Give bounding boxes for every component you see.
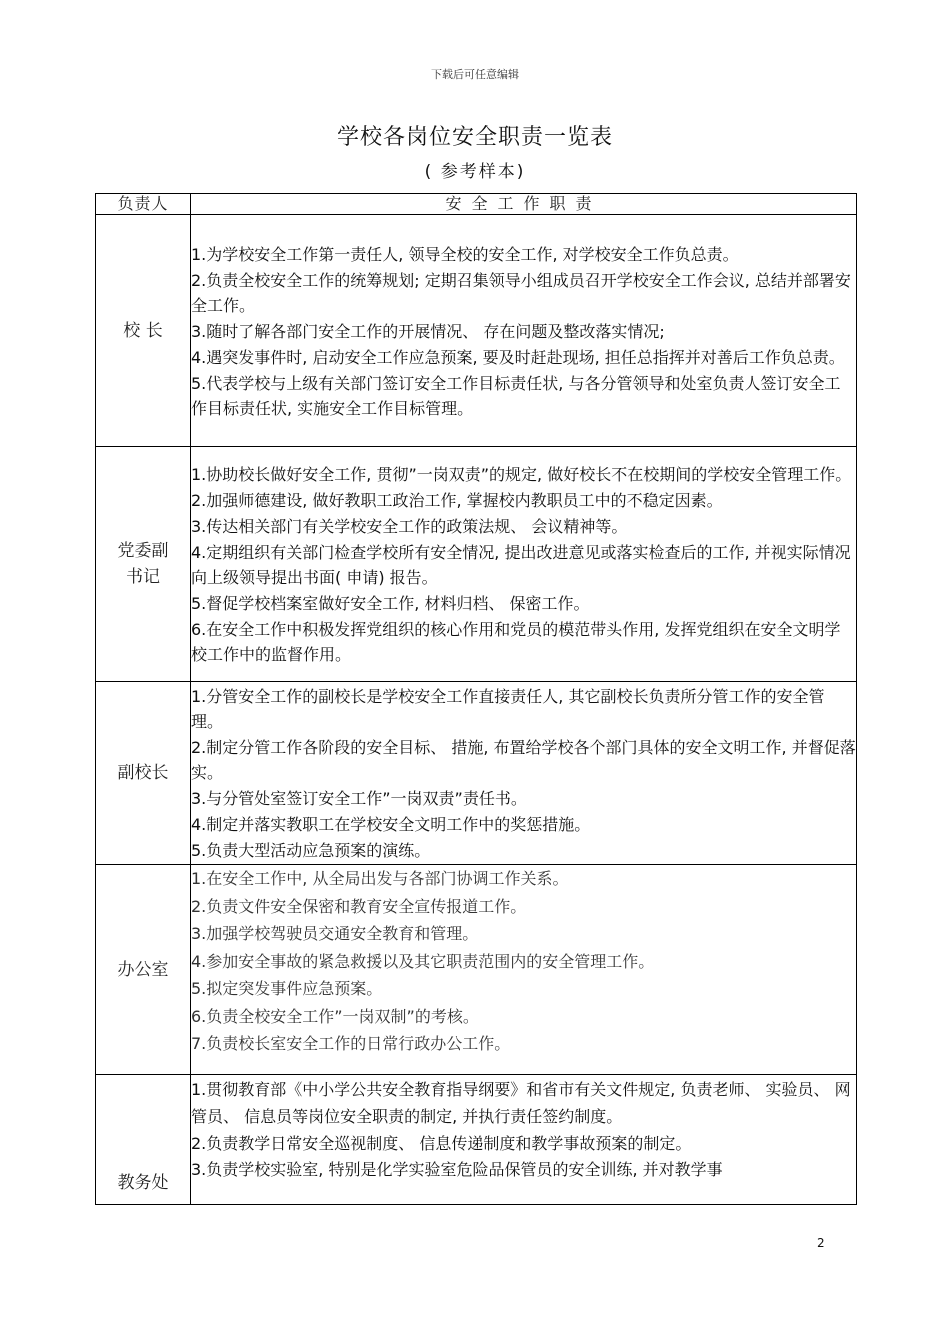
duty-item: 4.制定并落实教职工在学校安全文明工作中的奖惩措施。 bbox=[191, 815, 591, 834]
duty-item: 1.分管安全工作的副校长是学校安全工作直接责任人, 其它副校长负责所分管工作的安全管理。 bbox=[191, 687, 825, 731]
duty-item: 5.负责大型活动应急预案的演练。 bbox=[191, 841, 431, 860]
page-number: 2 bbox=[817, 1236, 825, 1250]
role-cell bbox=[96, 447, 191, 682]
header-note: 下载后可任意编辑 bbox=[431, 68, 519, 81]
role-label: 教务处 bbox=[117, 1173, 169, 1193]
duty-item: 6.在安全工作中积极发挥党组织的核心作用和党员的模范带头作用, 发挥党组织在安全文明学校工作中的监督作用。 bbox=[191, 620, 841, 664]
duty-item: 2.加强师德建设, 做好教职工政治工作, 掌握校内教职员工中的不稳定因素。 bbox=[191, 491, 723, 510]
duty-item: 3.负责学校实验室, 特别是化学实验室危险品保管员的安全训练, 并对教学事 bbox=[191, 1160, 723, 1179]
duty-item: 5.代表学校与上级有关部门签订安全工作目标责任状, 与各分管领导和处室负责人签订安全工作目标责任状, 实施安全工作目标管理。 bbox=[191, 373, 841, 418]
duty-cell bbox=[191, 682, 857, 865]
duty-item: 5.拟定突发事件应急预案。 bbox=[191, 979, 383, 998]
document-subtitle: ( 参考样本) bbox=[424, 162, 526, 182]
duty-item: 1.为学校安全工作第一责任人, 领导全校的安全工作, 对学校安全工作负总责。 bbox=[191, 244, 739, 264]
duty-item: 2.负责教学日常安全巡视制度、 信息传递制度和教学事故预案的制定。 bbox=[191, 1134, 692, 1153]
duty-item: 7.负责校长室安全工作的日常行政办公工作。 bbox=[191, 1034, 511, 1053]
duty-item: 4.遇突发事件时, 启动安全工作应急预案, 要及时赶赴现场, 担任总指挥并对善后工作负总责。 bbox=[191, 347, 845, 367]
role-label: 党委副书记 bbox=[117, 541, 169, 587]
column-header-duty: 安全工作职责 bbox=[191, 194, 857, 215]
duty-item: 1.贯彻教育部《中小学公共安全教育指导纲要》和省市有关文件规定, 负责老师、 实验员、 网管员、 信息员等岗位安全职责的制定, 并执行责任签约制度。 bbox=[191, 1080, 851, 1126]
table-row bbox=[96, 215, 857, 447]
table-row bbox=[96, 1075, 857, 1205]
column-header-role: 负责人 bbox=[96, 194, 191, 215]
duty-cell bbox=[191, 1075, 857, 1205]
duty-item: 1.在安全工作中, 从全局出发与各部门协调工作关系。 bbox=[191, 869, 569, 888]
duty-item: 3.传达相关部门有关学校安全工作的政策法规、 会议精神等。 bbox=[191, 517, 628, 536]
role-cell: 办公室 bbox=[96, 865, 191, 1075]
duty-item: 4.定期组织有关部门检查学校所有安全情况, 提出改进意见或落实检查后的工作, 并视实际情况向上级领导提出书面( 申请) 报告。 bbox=[191, 543, 851, 587]
duty-item: 5.督促学校档案室做好安全工作, 材料归档、 保密工作。 bbox=[191, 594, 590, 613]
duty-item: 2.负责全校安全工作的统筹规划; 定期召集领导小组成员召开学校安全工作会议, 总结并部署安全工作。 bbox=[191, 270, 851, 315]
duty-cell bbox=[191, 215, 857, 447]
table-row bbox=[96, 865, 857, 1075]
duty-item: 2.负责文件安全保密和教育安全宣传报道工作。 bbox=[191, 896, 527, 916]
duty-cell bbox=[191, 865, 857, 1075]
document-title: 学校各岗位安全职责一览表 bbox=[336, 125, 613, 150]
duty-item: 6.负责全校安全工作”一岗双制”的考核。 bbox=[191, 1006, 479, 1026]
role-cell bbox=[96, 1075, 191, 1205]
duty-cell bbox=[191, 447, 857, 682]
table-row bbox=[96, 682, 857, 865]
table-row bbox=[96, 447, 857, 682]
duty-item: 1.协助校长做好安全工作, 贯彻”一岗双责”的规定, 做好校长不在校期间的学校安全管理工作。 bbox=[191, 465, 852, 484]
duty-table bbox=[95, 193, 857, 1205]
duty-item: 3.随时了解各部门安全工作的开展情况、 存在问题及整改落实情况; bbox=[191, 321, 665, 341]
duty-item: 3.与分管处室签订安全工作”一岗双责”责任书。 bbox=[191, 789, 527, 808]
table-header-row bbox=[96, 194, 857, 215]
duty-item: 2.制定分管工作各阶段的安全目标、 措施, 布置给学校各个部门具体的安全文明工作, 并督促落实。 bbox=[191, 738, 856, 782]
duty-item: 3.加强学校驾驶员交通安全教育和管理。 bbox=[191, 924, 479, 943]
duty-item: 4.参加安全事故的紧急救援以及其它职责范围内的安全管理工作。 bbox=[191, 951, 655, 971]
role-cell: 校 长 bbox=[96, 215, 191, 447]
role-cell: 副校长 bbox=[96, 682, 191, 865]
